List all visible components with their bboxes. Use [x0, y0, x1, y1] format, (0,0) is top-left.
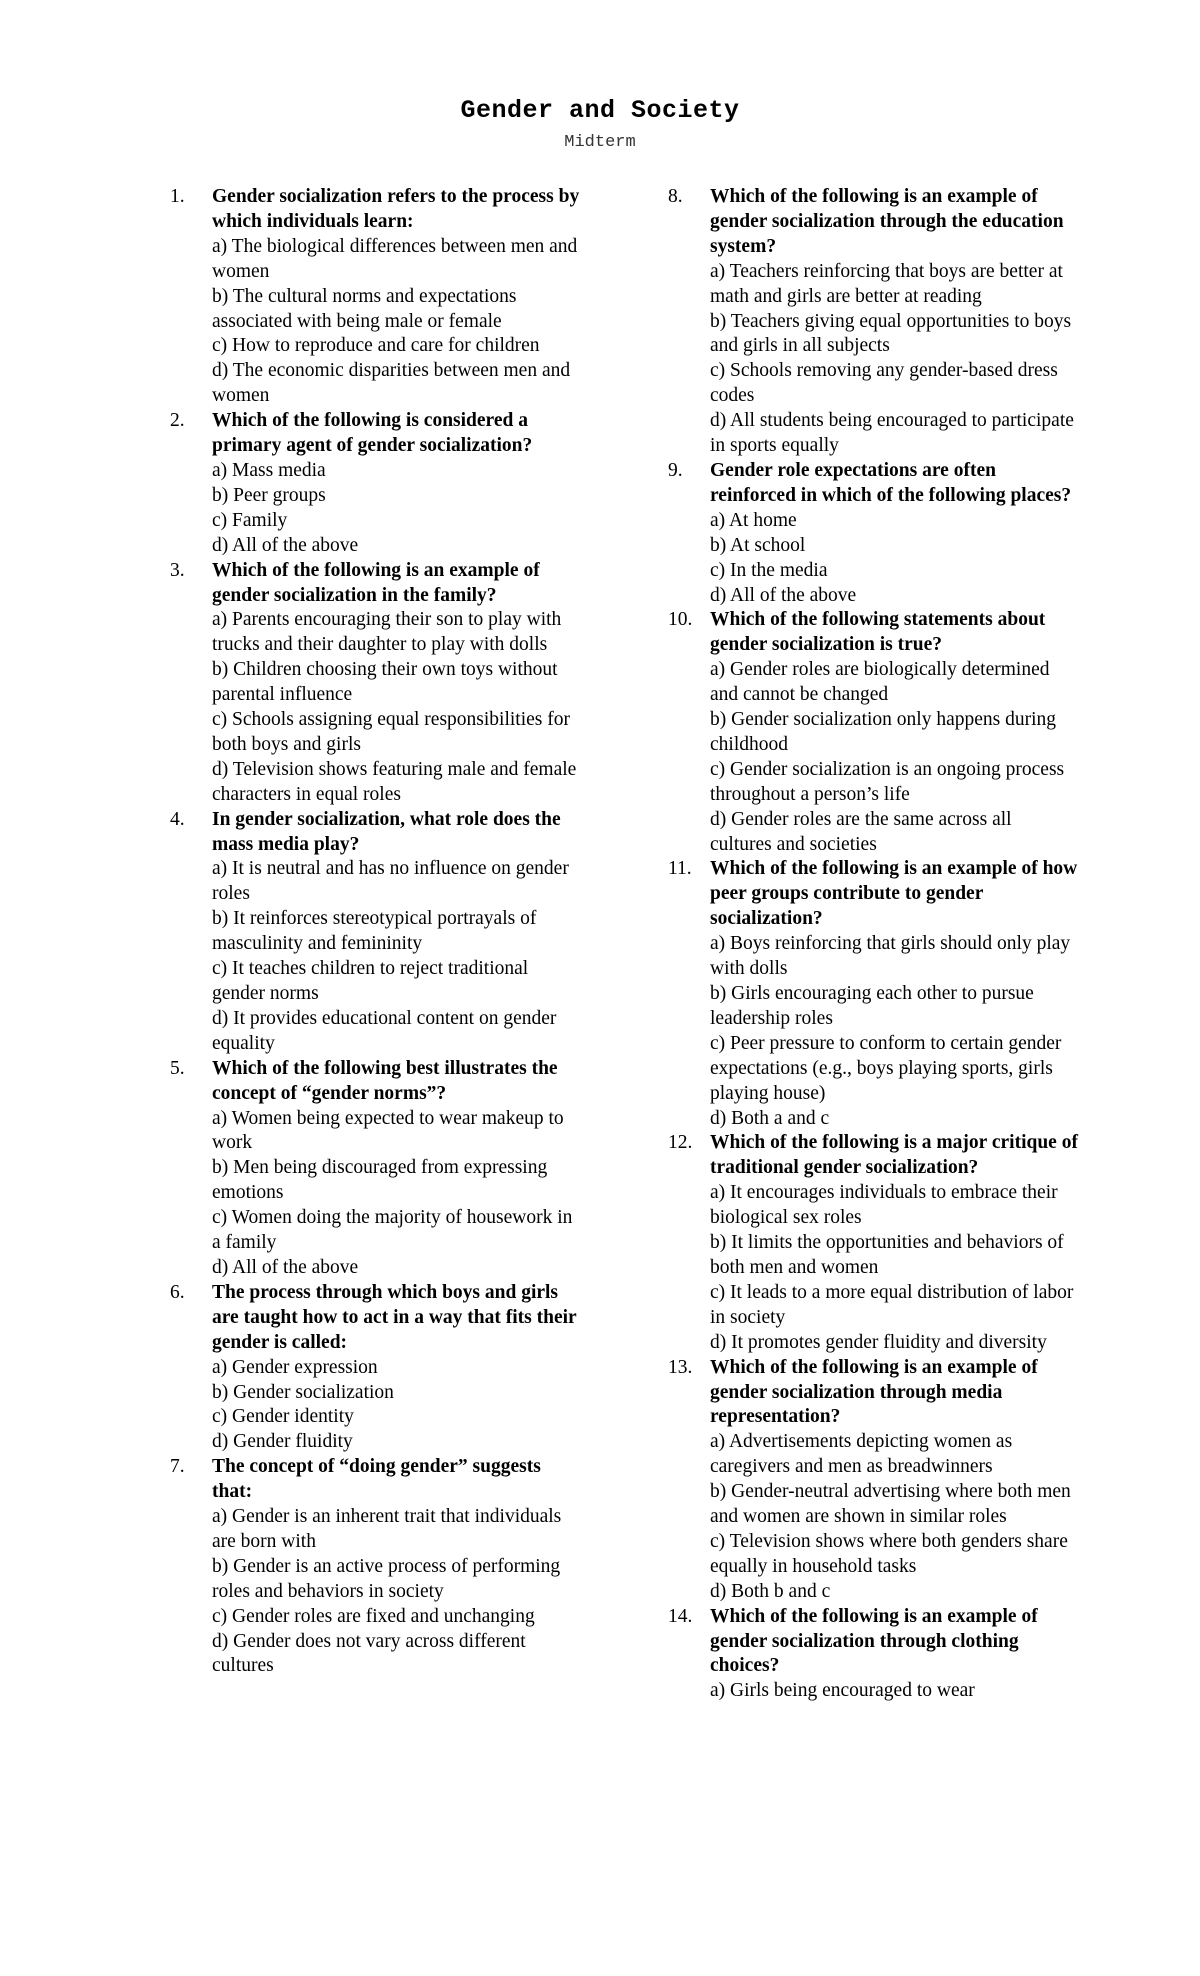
answer-option: b) Gender socialization only happens during childhood	[710, 709, 1057, 755]
question-number: 14.	[668, 1605, 693, 1627]
answer-option: b) Children choosing their own toys without parental influence	[212, 659, 558, 706]
answer-option: a) Girls being encouraged to wear	[710, 1680, 975, 1702]
right-column	[668, 185, 1078, 1704]
answer-option: d) Both a and c	[710, 1107, 830, 1129]
question-item	[668, 608, 1078, 857]
answer-option: a) Gender roles are biologically determined and cannot be changed	[710, 659, 1050, 706]
answer-option: c) It leads to a more equal distribution of labor in society	[710, 1281, 1074, 1328]
question-text: Gender socialization refers to the process by which individuals learn:	[212, 186, 580, 232]
answer-option: a) It encourages individuals to embrace their biological sex roles	[710, 1182, 1058, 1229]
question-item	[170, 185, 580, 409]
question-text: Which of the following is considered a primary agent of gender socialization?	[212, 410, 533, 457]
question-number: 3.	[170, 559, 185, 581]
answer-option: c) Family	[212, 509, 288, 531]
question-item	[170, 559, 580, 808]
question-text: The process through which boys and girls are taught how to act in a way that fits their gender is called:	[212, 1281, 577, 1353]
answer-option: c) Gender roles are fixed and unchanging	[212, 1605, 535, 1627]
answer-option: d) It promotes gender fluidity and diversity	[710, 1331, 1047, 1353]
question-number: 5.	[170, 1057, 185, 1079]
answer-option: d) Gender fluidity	[212, 1431, 353, 1453]
answer-option: b) Girls encouraging each other to pursue leadership roles	[710, 983, 1034, 1029]
left-column	[170, 185, 580, 1679]
document-subtitle: Midterm	[564, 133, 636, 152]
answer-option: a) Parents encouraging their son to play with trucks and their daughter to play with dolls	[212, 609, 562, 656]
answer-option: c) Women doing the majority of housework in a family	[212, 1207, 573, 1254]
answer-option: c) It teaches children to reject traditional gender norms	[212, 958, 529, 1004]
answer-option: d) Gender roles are the same across all cultures and societies	[710, 808, 1012, 855]
question-item	[170, 1281, 580, 1455]
question-text: Which of the following is an example of gender socialization through the education system?	[710, 186, 1064, 257]
answer-option: b) At school	[710, 534, 806, 556]
question-text: The concept of “doing gender” suggests that:	[212, 1456, 541, 1503]
answer-option: c) Schools assigning equal responsibilities for both boys and girls	[212, 709, 570, 755]
question-text: Which of the following is an example of gender socialization through clothing choices?	[710, 1605, 1038, 1677]
answer-option: c) Schools removing any gender-based dress codes	[710, 360, 1058, 407]
question-number: 11.	[668, 858, 692, 880]
answer-option: b) Men being discouraged from expressing emotions	[212, 1157, 548, 1204]
answer-option: b) It reinforces stereotypical portrayals of masculinity and femininity	[212, 908, 537, 955]
answer-option: d) All of the above	[710, 584, 857, 606]
question-number: 13.	[668, 1356, 693, 1378]
answer-option: d) Television shows featuring male and female characters in equal roles	[212, 758, 577, 805]
answer-option: c) Peer pressure to conform to certain gender expectations (e.g., boys playing sports, girls playing house)	[710, 1032, 1062, 1104]
question-text: Which of the following best illustrates the concept of “gender norms”?	[212, 1057, 558, 1104]
question-number: 10.	[668, 609, 693, 631]
question-number: 2.	[170, 410, 185, 432]
question-item	[668, 1131, 1078, 1355]
answer-option: a) Teachers reinforcing that boys are better at math and girls are better at reading	[710, 260, 1063, 307]
question-text: Which of the following is an example of how peer groups contribute to gender socialization?	[710, 858, 1078, 930]
question-item	[668, 857, 1078, 1131]
question-number: 12.	[668, 1132, 693, 1154]
answer-option: c) In the media	[710, 559, 828, 581]
question-item	[668, 459, 1078, 608]
answer-option: c) Television shows where both genders share equally in household tasks	[710, 1530, 1068, 1577]
answer-option: a) Women being expected to wear makeup to work	[212, 1107, 564, 1154]
question-item	[170, 1455, 580, 1679]
question-item	[668, 185, 1078, 459]
answer-option: a) Mass media	[212, 459, 326, 481]
document-title: Gender and Society	[460, 96, 740, 125]
question-item	[170, 808, 580, 1057]
answer-option: d) All of the above	[212, 1256, 359, 1278]
answer-option: b) It limits the opportunities and behaviors of both men and women	[710, 1232, 1064, 1278]
answer-option: a) It is neutral and has no influence on gender roles	[212, 858, 569, 905]
answer-option: b) Gender is an active process of performing roles and behaviors in society	[212, 1555, 561, 1602]
question-text: In gender socialization, what role does the mass media play?	[212, 808, 561, 855]
question-number: 4.	[170, 808, 185, 830]
question-item	[668, 1605, 1078, 1705]
answer-option: d) All of the above	[212, 534, 359, 556]
question-item	[170, 409, 580, 558]
answer-option: d) Both b and c	[710, 1580, 831, 1602]
question-number: 6.	[170, 1281, 185, 1303]
question-text: Which of the following is an example of gender socialization through media representation?	[710, 1356, 1038, 1428]
question-number: 7.	[170, 1456, 185, 1478]
answer-option: b) The cultural norms and expectations associated with being male or female	[212, 285, 517, 332]
answer-option: a) The biological differences between men and women	[212, 235, 578, 282]
answer-option: b) Gender-neutral advertising where both men and women are shown in similar roles	[710, 1481, 1071, 1528]
answer-option: a) At home	[710, 509, 797, 531]
question-item	[170, 1057, 580, 1281]
answer-option: d) The economic disparities between men and women	[212, 360, 571, 407]
question-number: 1.	[170, 186, 185, 207]
answer-option: a) Gender is an inherent trait that individuals are born with	[212, 1506, 562, 1552]
answer-option: a) Advertisements depicting women as caregivers and men as breadwinners	[710, 1431, 1013, 1478]
question-number: 9.	[668, 459, 683, 481]
answer-option: c) How to reproduce and care for children	[212, 335, 540, 357]
question-text: Which of the following is a major critique of traditional gender socialization?	[710, 1132, 1078, 1179]
answer-option: d) All students being encouraged to participate in sports equally	[710, 410, 1074, 457]
answer-option: b) Gender socialization	[212, 1381, 394, 1403]
answer-option: c) Gender socialization is an ongoing process throughout a person’s life	[710, 758, 1065, 805]
question-text: Which of the following statements about gender socialization is true?	[710, 609, 1046, 656]
answer-option: d) Gender does not vary across different cultures	[212, 1630, 526, 1677]
answer-option: a) Gender expression	[212, 1356, 378, 1378]
question-number: 8.	[668, 186, 683, 207]
question-item	[668, 1356, 1078, 1605]
answer-option: b) Peer groups	[212, 484, 326, 506]
answer-option: b) Teachers giving equal opportunities to boys and girls in all subjects	[710, 310, 1072, 357]
question-text: Gender role expectations are often reinforced in which of the following places?	[710, 459, 1072, 506]
question-text: Which of the following is an example of gender socialization in the family?	[212, 559, 540, 606]
answer-option: c) Gender identity	[212, 1406, 354, 1428]
answer-option: a) Boys reinforcing that girls should only play with dolls	[710, 933, 1071, 980]
answer-option: d) It provides educational content on gender equality	[212, 1007, 557, 1054]
